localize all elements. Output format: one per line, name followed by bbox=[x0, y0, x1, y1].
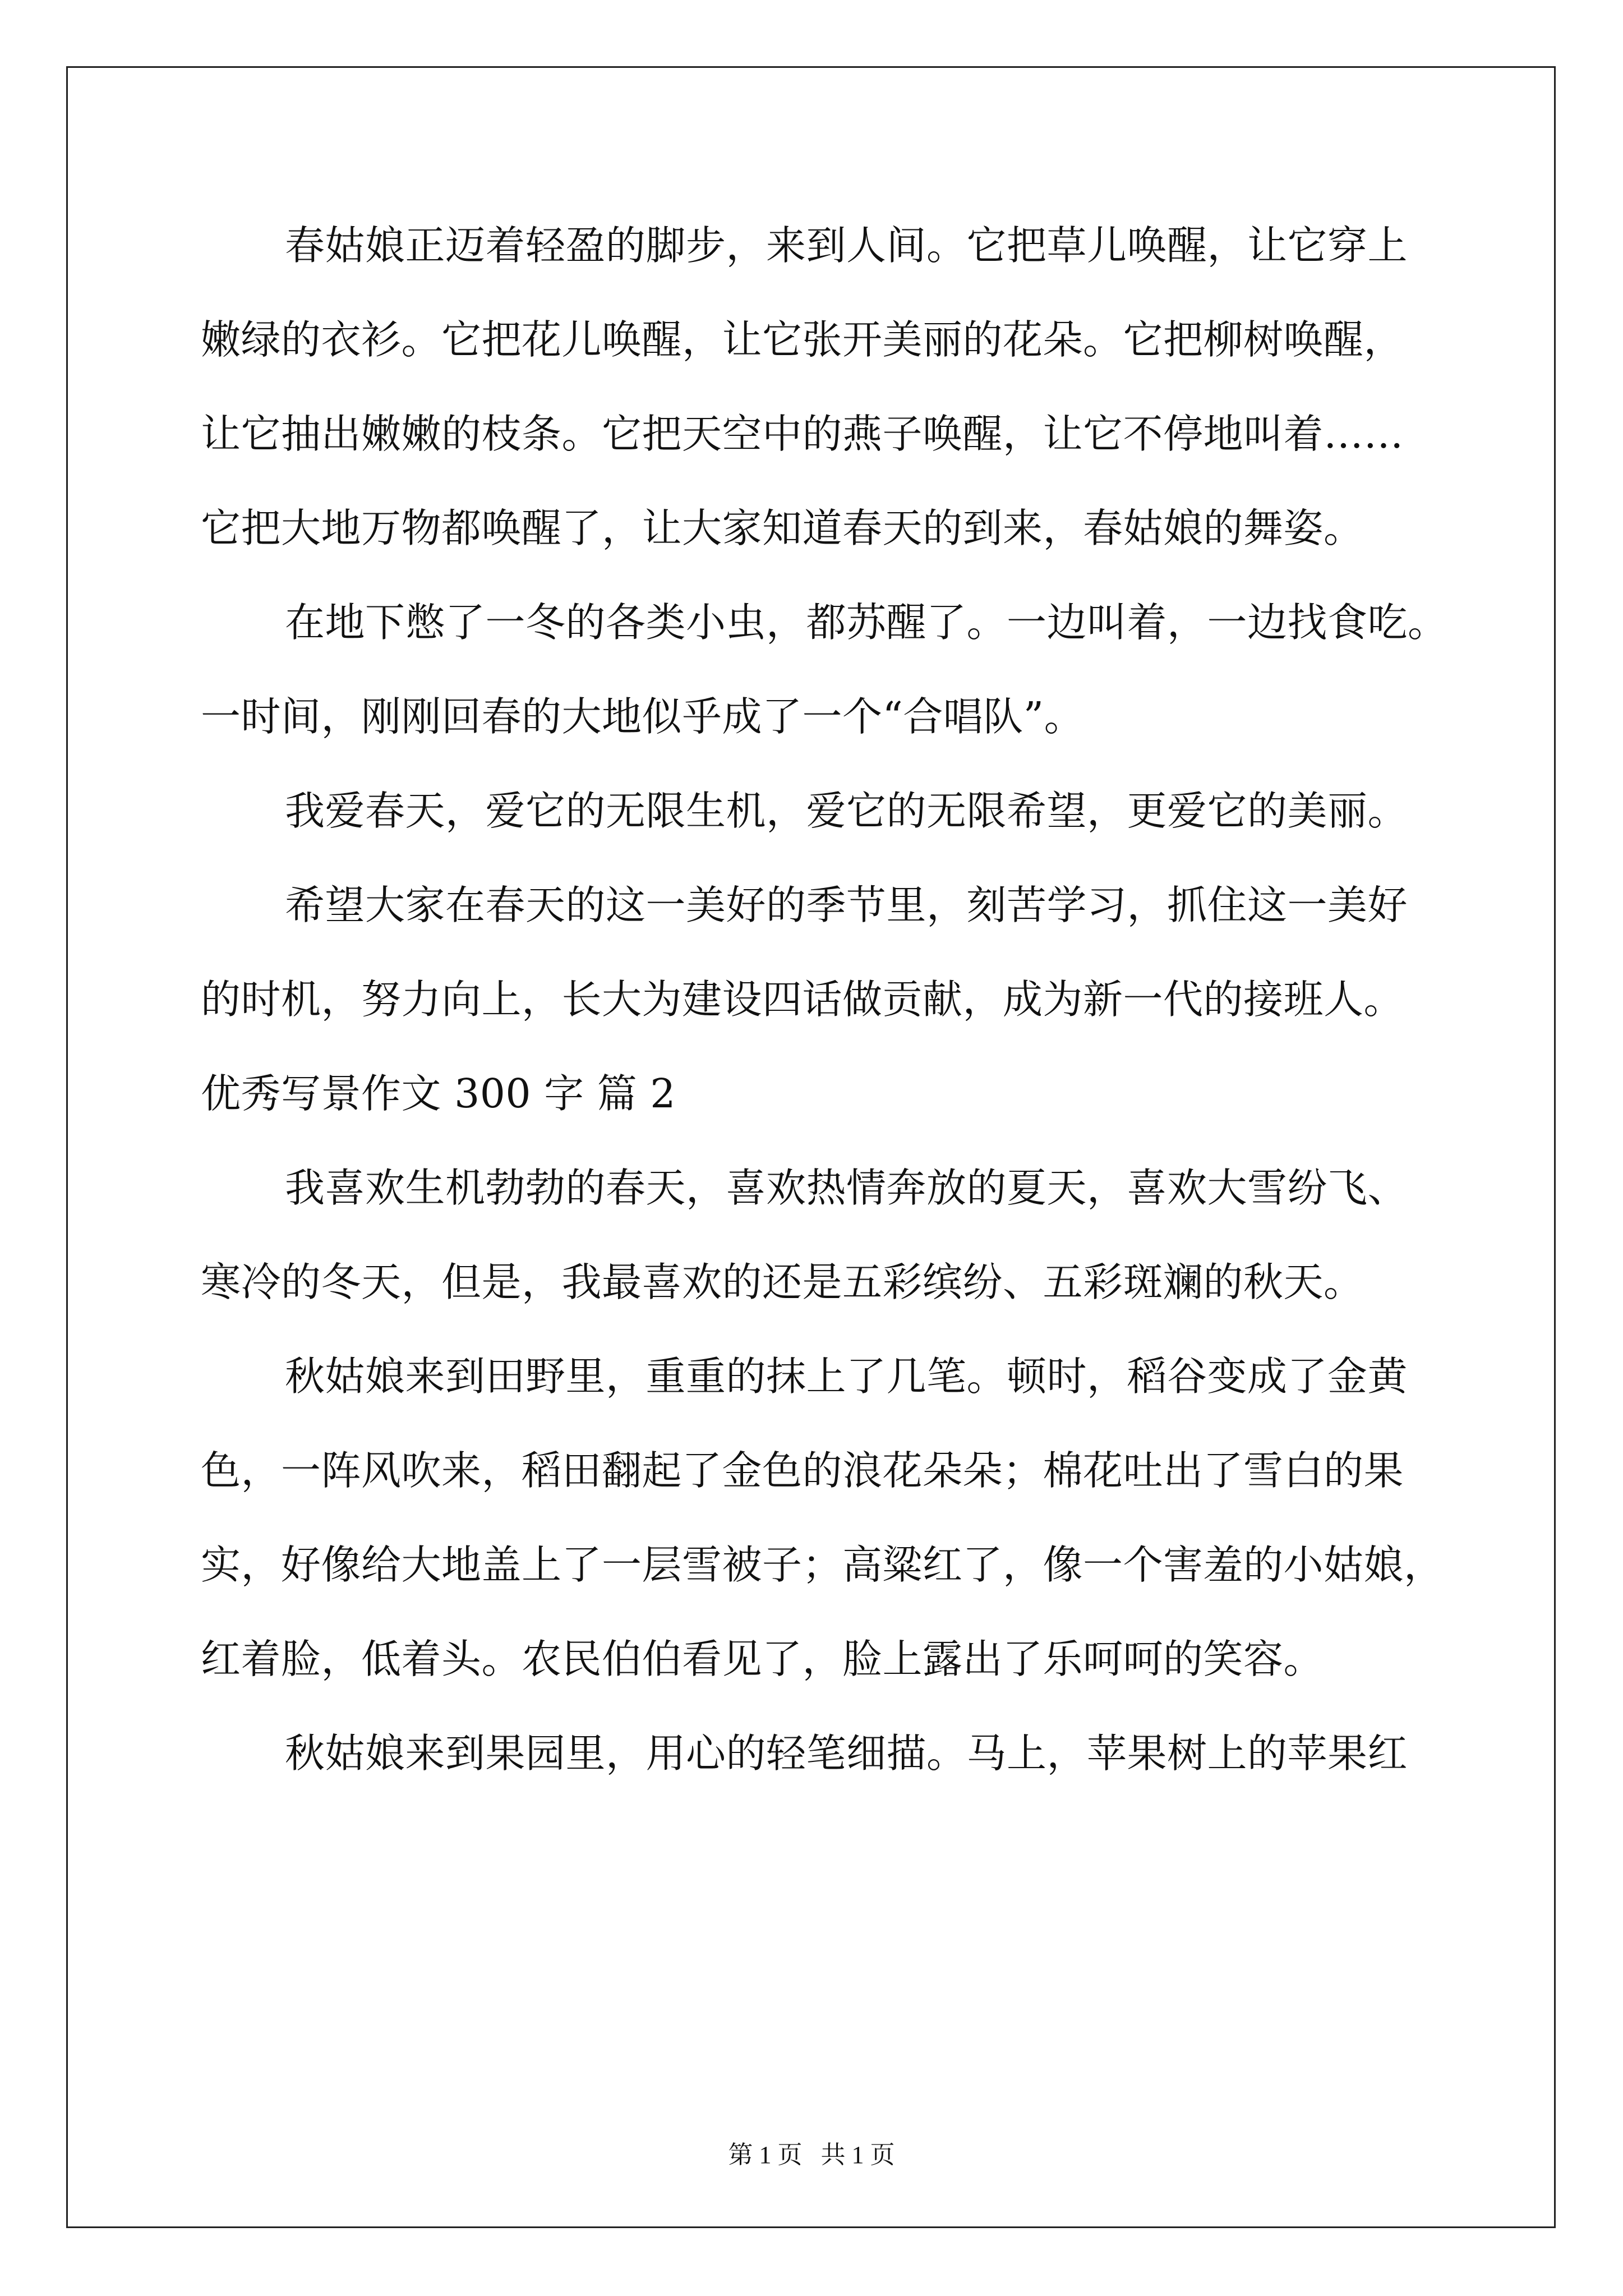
paragraph-line: 色，一阵风吹来，稻田翻起了金色的浪花朵朵；棉花吐出了雪白的果 bbox=[201, 1447, 1404, 1494]
paragraph-line: 一时间，刚刚回春的大地似乎成了一个“合唱队”。 bbox=[201, 693, 1085, 740]
paragraph-line: 红着脸，低着头。农民伯伯看见了，脸上露出了乐呵呵的笑容。 bbox=[201, 1636, 1324, 1682]
paragraph-line: 我喜欢生机勃勃的春天，喜欢热情奔放的夏天，喜欢大雪纷飞、 bbox=[285, 1165, 1408, 1211]
paragraph-line: 让它抽出嫩嫩的枝条。它把天空中的燕子唤醒，让它不停地叫着…… bbox=[201, 411, 1404, 457]
paragraph-line: 它把大地万物都唤醒了，让大家知道春天的到来，春姑娘的舞姿。 bbox=[201, 505, 1364, 551]
paragraph-line: 秋姑娘来到果园里，用心的轻笔细描。马上，苹果树上的苹果红 bbox=[285, 1730, 1408, 1777]
section-heading: 优秀写景作文 300 字 篇 2 bbox=[201, 1070, 676, 1117]
paragraph-line: 秋姑娘来到田野里，重重的抹上了几笔。顿时，稻谷变成了金黄 bbox=[285, 1353, 1408, 1400]
paragraph-line: 我爱春天，爱它的无限生机，爱它的无限希望，更爱它的美丽。 bbox=[285, 788, 1408, 834]
paragraph-line: 嫩绿的衣衫。它把花儿唤醒，让它张开美丽的花朵。它把柳树唤醒， bbox=[201, 316, 1404, 363]
paragraph-line: 春姑娘正迈着轻盈的脚步，来到人间。它把草儿唤醒，让它穿上 bbox=[285, 222, 1408, 269]
paragraph-line: 的时机，努力向上，长大为建设四话做贡献，成为新一代的接班人。 bbox=[201, 976, 1404, 1023]
paragraph-line: 寒冷的冬天，但是，我最喜欢的还是五彩缤纷、五彩斑斓的秋天。 bbox=[201, 1259, 1364, 1305]
page-border bbox=[66, 66, 1556, 2228]
paragraph-line: 希望大家在春天的这一美好的季节里，刻苦学习，抓住这一美好 bbox=[285, 882, 1408, 928]
paragraph-line: 在地下憋了一冬的各类小虫，都苏醒了。一边叫着，一边找食吃。 bbox=[285, 599, 1448, 646]
page-number-footer: 第 1 页 共 1 页 bbox=[728, 2141, 895, 2169]
paragraph-line: 实，好像给大地盖上了一层雪被子；高粱红了，像一个害羞的小姑娘， bbox=[201, 1542, 1444, 1588]
